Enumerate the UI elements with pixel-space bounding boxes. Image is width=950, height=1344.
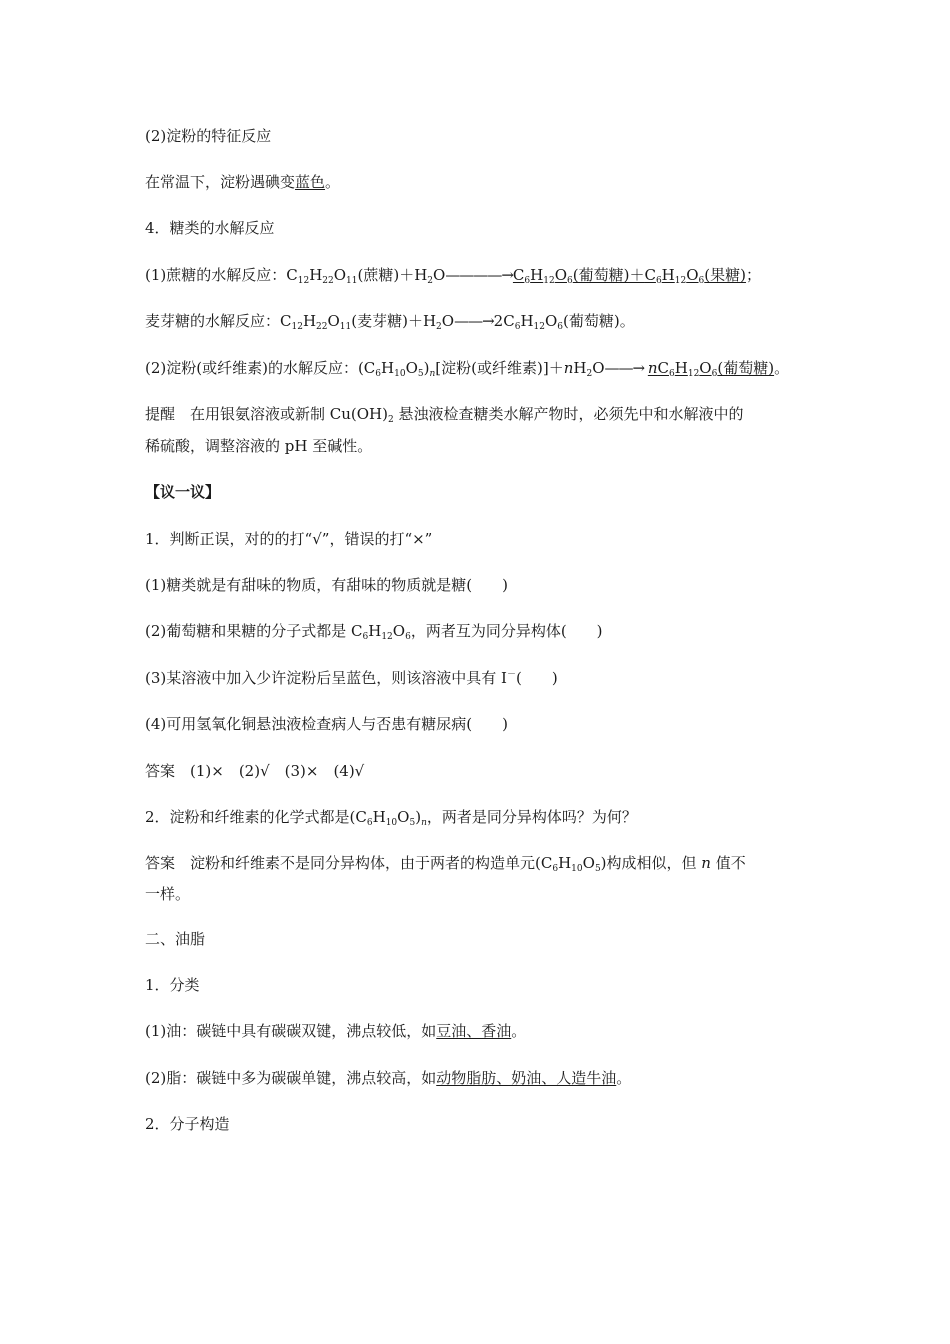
- equation-sucrose-hydrolysis: [145, 265, 761, 285]
- subsection-classification: 1．分类: [145, 976, 200, 994]
- text: C: [657, 359, 670, 377]
- answer-1: 答案 (1)× (2)√ (3)× (4)√: [145, 762, 365, 780]
- superscript: －: [506, 670, 516, 680]
- subscript: 5: [417, 369, 424, 379]
- answer-blank-oils: 豆油、香油: [436, 1022, 512, 1040]
- question-1-item-2: [145, 621, 603, 641]
- reaction-arrow: ————→: [445, 266, 513, 284]
- subscript: 10: [571, 864, 583, 874]
- text: (1)油：碳链中具有碳碳双键，沸点较低，如: [145, 1022, 437, 1040]
- subscript-n: n: [429, 369, 436, 379]
- text: [淀粉(或纤维素)]＋: [435, 359, 564, 377]
- paragraph-reminder-cont: 稀硫酸，调整溶液的 pH 至碱性。: [145, 437, 373, 455]
- text: C: [286, 266, 298, 284]
- text: O: [392, 622, 406, 640]
- text: O: [327, 312, 340, 330]
- text: O: [554, 266, 567, 284]
- text: O: [686, 266, 699, 284]
- subscript: 6: [524, 276, 531, 286]
- answer-2-cont: 一样。: [145, 885, 191, 903]
- answer-blank-fats: 动物脂肪、奶油、人造牛油: [436, 1069, 617, 1087]
- text: O: [433, 266, 446, 284]
- text: H: [381, 359, 395, 377]
- paragraph-starch-characteristic-heading: (2)淀粉的特征反应: [145, 127, 272, 145]
- text: O: [592, 359, 605, 377]
- subscript: 2: [427, 276, 434, 286]
- subscript: 22: [316, 322, 328, 332]
- text: H: [661, 266, 675, 284]
- section-heading-sugar-hydrolysis: 4．糖类的水解反应: [145, 219, 275, 237]
- text: 值不: [710, 854, 746, 872]
- text: ( ): [515, 669, 558, 687]
- text: (2)脂：碳链中多为碳碳单键，沸点较高，如: [145, 1069, 437, 1087]
- text: H: [372, 808, 386, 826]
- text: ，两者是同分异构体吗？为何？: [426, 808, 637, 826]
- subscript: 10: [385, 818, 398, 828]
- question-2: [145, 807, 637, 827]
- subscript: 2: [586, 369, 593, 379]
- text: C: [644, 266, 656, 284]
- paragraph-fats: [145, 1068, 631, 1088]
- italic-n: n: [647, 359, 658, 377]
- text: (葡萄糖)。: [563, 312, 635, 330]
- paragraph-reminder: [145, 404, 744, 424]
- subscript: 2: [388, 415, 394, 425]
- subscript: 12: [381, 632, 393, 642]
- text: (葡萄糖): [717, 359, 775, 377]
- subscript-n: n: [421, 818, 427, 828]
- text: 答案 淀粉和纤维素不是同分异构体，由于两者的构造单元(C: [145, 854, 553, 872]
- text: O: [405, 359, 418, 377]
- subscript: 6: [698, 276, 705, 286]
- text: O: [582, 854, 595, 872]
- question-1-item-1: (1)糖类就是有甜味的物质，有甜味的物质就是糖( ): [145, 576, 508, 594]
- reaction-arrow: ——→: [454, 312, 494, 330]
- subsection-molecular-structure: 2．分子构造: [145, 1115, 230, 1133]
- text: O: [441, 312, 455, 330]
- equation-maltose-hydrolysis: [145, 311, 635, 331]
- section-heading-discussion: 【议一议】: [145, 483, 221, 501]
- subscript: 12: [533, 322, 545, 332]
- text: H: [309, 266, 323, 284]
- subscript: 12: [297, 276, 310, 286]
- text: H: [368, 622, 382, 640]
- text: (麦芽糖)＋H: [351, 312, 437, 330]
- subscript: 12: [674, 276, 687, 286]
- text: 悬浊液检查糖类水解产物时，必须先中和水解液中的: [393, 405, 744, 423]
- equation-starch-hydrolysis: [145, 358, 789, 378]
- subscript: 22: [322, 276, 334, 286]
- text: O: [544, 312, 558, 330]
- subscript: 12: [687, 369, 700, 379]
- text: (葡萄糖)＋: [572, 266, 645, 284]
- text: H: [674, 359, 688, 377]
- text: 麦芽糖的水解反应：C: [145, 312, 292, 330]
- subscript: 6: [669, 369, 675, 379]
- subscript: 11: [339, 322, 352, 332]
- paragraph-starch-iodine: [145, 172, 340, 192]
- text: (1)蔗糖的水解反应：: [145, 266, 287, 284]
- text: (2)淀粉(或纤维素)的水解反应：(C: [145, 359, 376, 377]
- text: C: [512, 266, 525, 284]
- subscript: 6: [557, 322, 564, 332]
- text: H: [302, 312, 317, 330]
- question-1-item-4: (4)可用氢氧化铜悬浊液检查病人与否患有糖尿病( ): [145, 715, 508, 733]
- text: 在常温下，淀粉遇碘变: [145, 173, 296, 191]
- text: ): [423, 359, 430, 377]
- text: (2)葡萄糖和果糖的分子式都是 C: [145, 622, 363, 640]
- subscript: 6: [405, 632, 411, 642]
- subscript: 6: [375, 369, 382, 379]
- subscript: 6: [514, 322, 521, 332]
- text: 。: [616, 1069, 632, 1087]
- text: (果糖): [704, 266, 746, 284]
- text: 提醒 在用银氨溶液或新制 Cu(OH): [145, 405, 388, 423]
- subscript: 6: [567, 276, 573, 286]
- subscript: 12: [291, 322, 303, 332]
- text: 2C: [493, 312, 515, 330]
- answer-blank-blue: 蓝色: [295, 173, 326, 191]
- italic-n: n: [701, 854, 711, 872]
- text: (蔗糖)＋H: [357, 266, 428, 284]
- subscript: 11: [346, 276, 358, 286]
- reaction-arrow: ——→: [604, 359, 648, 377]
- answer-blank-products: [513, 266, 746, 284]
- text: )构成相似，但: [600, 854, 702, 872]
- text: H: [573, 359, 587, 377]
- text: O: [397, 808, 410, 826]
- text: 。: [325, 173, 341, 191]
- section-heading-fats: 二、油脂: [145, 930, 206, 948]
- subscript: 6: [711, 369, 718, 379]
- question-1-item-3: [145, 668, 558, 688]
- subscript: 2: [436, 322, 442, 332]
- text: ；: [745, 266, 761, 284]
- subscript: 6: [366, 818, 373, 828]
- subscript: 6: [552, 864, 559, 874]
- text: 2．淀粉和纤维素的化学式都是(C: [145, 808, 367, 826]
- subscript: 10: [394, 369, 406, 379]
- text: H: [530, 266, 544, 284]
- question-1-heading: 1．判断正误，对的的打“√”，错误的打“×”: [145, 530, 433, 548]
- text: (3)某溶液中加入少许淀粉后呈蓝色，则该溶液中具有 I: [145, 669, 507, 687]
- subscript: 6: [655, 276, 662, 286]
- text: O: [333, 266, 347, 284]
- answer-2: [145, 853, 746, 873]
- answer-blank-glucose: [648, 359, 774, 377]
- subscript: 5: [409, 818, 416, 828]
- text: O: [699, 359, 712, 377]
- text: 。: [511, 1022, 527, 1040]
- subscript: 6: [362, 632, 369, 642]
- text: ): [415, 808, 422, 826]
- text: H: [520, 312, 534, 330]
- text: H: [558, 854, 572, 872]
- subscript: 5: [594, 864, 601, 874]
- text: 。: [774, 359, 790, 377]
- paragraph-oils: [145, 1021, 526, 1041]
- text: ，两者互为同分异构体( ): [410, 622, 603, 640]
- italic-n: n: [563, 359, 574, 377]
- subscript: 12: [543, 276, 555, 286]
